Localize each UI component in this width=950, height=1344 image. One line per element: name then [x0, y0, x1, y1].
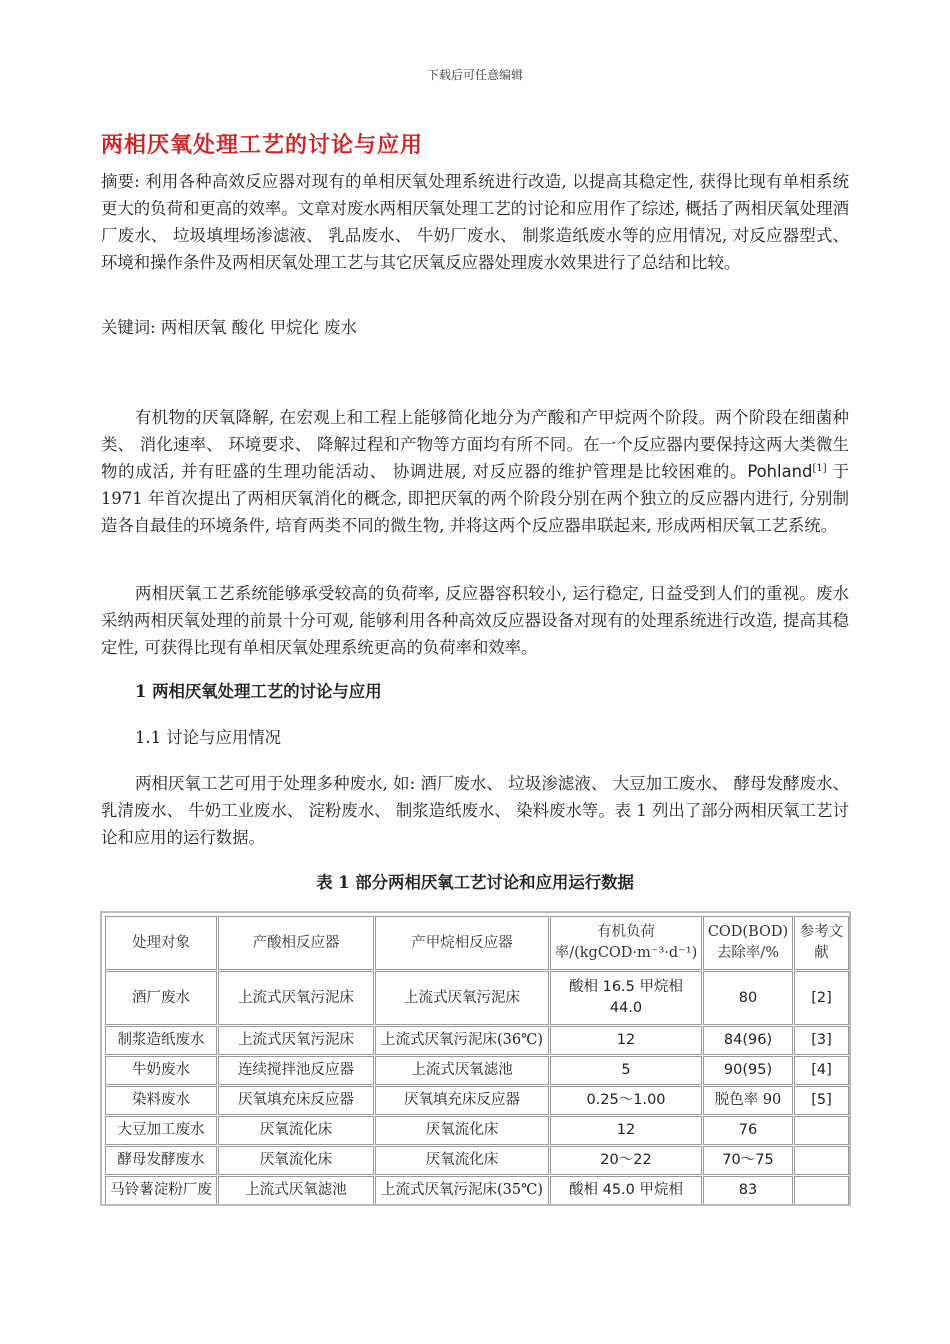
author-name: Pohland	[747, 462, 813, 481]
table-cell: 5	[550, 1056, 702, 1085]
table-cell: 酸相 45.0 甲烷相	[550, 1176, 702, 1205]
table-cell: [2]	[794, 971, 849, 1025]
table-cell: 90(95)	[703, 1056, 793, 1085]
subsection-heading-1-1: 1.1 讨论与应用情况	[135, 728, 282, 747]
section-paragraph-1: 两相厌氧工艺可用于处理多种废水, 如: 酒厂废水、 垃圾渗滤液、 大豆加工废水、 酵母发酵废水、 乳清废水、 牛奶工业废水、 淀粉废水、 制浆造纸废水、 染料废水等。表 1 列出了部分两相厌氧工艺讨论和应用的运行数据。	[101, 774, 849, 847]
table-cell: 84(96)	[703, 1026, 793, 1055]
table-header-cell: 产酸相反应器	[218, 916, 374, 970]
intro-paragraph-2: 两相厌氧工艺系统能够承受较高的负荷率, 反应器容积较小, 运行稳定, 日益受到人们的重视。废水采纳两相厌氧处理的前景十分可观, 能够利用各种高效反应器设备对现有的处理系统进行改造, 提高其稳定性, 可获得比现有单相厌氧处理系统更高的负荷率和效率。	[101, 584, 849, 657]
keywords-line: 关键词: 两相厌氧 酸化 甲烷化 废水	[101, 318, 357, 337]
table-cell: 12	[550, 1026, 702, 1055]
table-cell: 上流式厌氧污泥床	[218, 971, 374, 1025]
table-cell: 80	[703, 971, 793, 1025]
table-cell: 76	[703, 1116, 793, 1145]
table-cell: 牛奶废水	[105, 1056, 217, 1085]
table-row	[105, 1056, 849, 1085]
table-cell: 厌氧流化床	[375, 1146, 549, 1175]
intro-text-before: 有机物的厌氧降解, 在宏观上和工程上能够简化地分为产酸和产甲烷两个阶段。两个阶段在细菌种类、 消化速率、 环境要求、 降解过程和产物等方面均有所不同。在一个反应器内要保持这两大类微生物的成活, 并有旺盛的生理功能活动、 协调进展, 对反应器的维护管理是比较困难的。	[101, 408, 849, 481]
table-cell: 70～75	[703, 1146, 793, 1175]
table-cell: 脱色率 90	[703, 1086, 793, 1115]
article-title: 两相厌氧处理工艺的讨论与应用	[101, 132, 424, 158]
table-cell: 厌氧流化床	[218, 1116, 374, 1145]
table-header-row	[105, 916, 849, 970]
reference-mark[interactable]: [1]	[812, 463, 827, 474]
table-cell: 厌氧流化床	[218, 1146, 374, 1175]
data-table	[104, 915, 850, 1206]
table-header-cell: 有机负荷率/(kgCOD·m⁻³·d⁻¹)	[550, 916, 702, 970]
table-cell: 酸相 16.5 甲烷相 44.0	[550, 971, 702, 1025]
table-cell: 20～22	[550, 1146, 702, 1175]
table-header-cell: 处理对象	[105, 916, 217, 970]
table-cell: 马铃薯淀粉厂废	[105, 1176, 217, 1205]
table-cell: 大豆加工废水	[105, 1116, 217, 1145]
table-cell: 上流式厌氧污泥床	[375, 971, 549, 1025]
table-cell: 厌氧流化床	[375, 1116, 549, 1145]
table-cell: 酵母发酵废水	[105, 1146, 217, 1175]
intro-paragraph-1	[101, 404, 849, 539]
table-header-cell: 产甲烷相反应器	[375, 916, 549, 970]
table-header-cell: COD(BOD)去除率/%	[703, 916, 793, 970]
data-table-frame	[100, 911, 851, 1206]
table-cell: 厌氧填充床反应器	[218, 1086, 374, 1115]
table-cell: 上流式厌氧污泥床(35℃)	[375, 1176, 549, 1205]
table-cell	[794, 1116, 849, 1145]
table-cell: 上流式厌氧滤池	[218, 1176, 374, 1205]
table-cell: [4]	[794, 1056, 849, 1085]
table-cell: 上流式厌氧污泥床	[218, 1026, 374, 1055]
table-cell: 0.25～1.00	[550, 1086, 702, 1115]
table-cell: 酒厂废水	[105, 971, 217, 1025]
table-row	[105, 971, 849, 1025]
table-row	[105, 1116, 849, 1145]
table-row	[105, 1176, 849, 1205]
table-cell: 83	[703, 1176, 793, 1205]
table-row	[105, 1086, 849, 1115]
table-cell: 上流式厌氧污泥床(36℃)	[375, 1026, 549, 1055]
table-cell: 连续搅拌池反应器	[218, 1056, 374, 1085]
intro-text-after: 于 1971 年首次提出了两相厌氧消化的概念, 即把厌氧的两个阶段分别在两个独立的反应器内进行, 分别制造各自最佳的环境条件, 培育两类不同的微生物, 并将这两个反应器串联起来, 形成两相厌氧工艺系统。	[101, 462, 849, 535]
abstract-paragraph: 摘要: 利用各种高效反应器对现有的单相厌氧处理系统进行改造, 以提高其稳定性, 获得比现有单相系统更大的负荷和更高的效率。文章对废水两相厌氧处理工艺的讨论和应用作了综述, 概括了两相厌氧处理酒厂废水、 垃圾填埋场渗滤液、 乳品废水、 牛奶厂废水、 制浆造纸废水等的应用情况, 对反应器型式、 环境和操作条件及两相厌氧处理工艺与其它厌氧反应器处理废水效果进行了总结和比较。	[101, 172, 849, 272]
page-header-note: 下载后可任意编辑	[426, 68, 523, 82]
table-cell	[794, 1146, 849, 1175]
table-cell: 上流式厌氧滤池	[375, 1056, 549, 1085]
table-cell: 厌氧填充床反应器	[375, 1086, 549, 1115]
table-caption: 表 1 部分两相厌氧工艺讨论和应用运行数据	[316, 873, 634, 892]
table-cell: [5]	[794, 1086, 849, 1115]
table-cell: 染料废水	[105, 1086, 217, 1115]
table-cell: 12	[550, 1116, 702, 1145]
section-heading-1: 1 两相厌氧处理工艺的讨论与应用	[135, 682, 382, 701]
table-header-cell: 参考文献	[794, 916, 849, 970]
table-row	[105, 1146, 849, 1175]
table-cell: 制浆造纸废水	[105, 1026, 217, 1055]
table-cell: [3]	[794, 1026, 849, 1055]
table-cell	[794, 1176, 849, 1205]
table-row	[105, 1026, 849, 1055]
